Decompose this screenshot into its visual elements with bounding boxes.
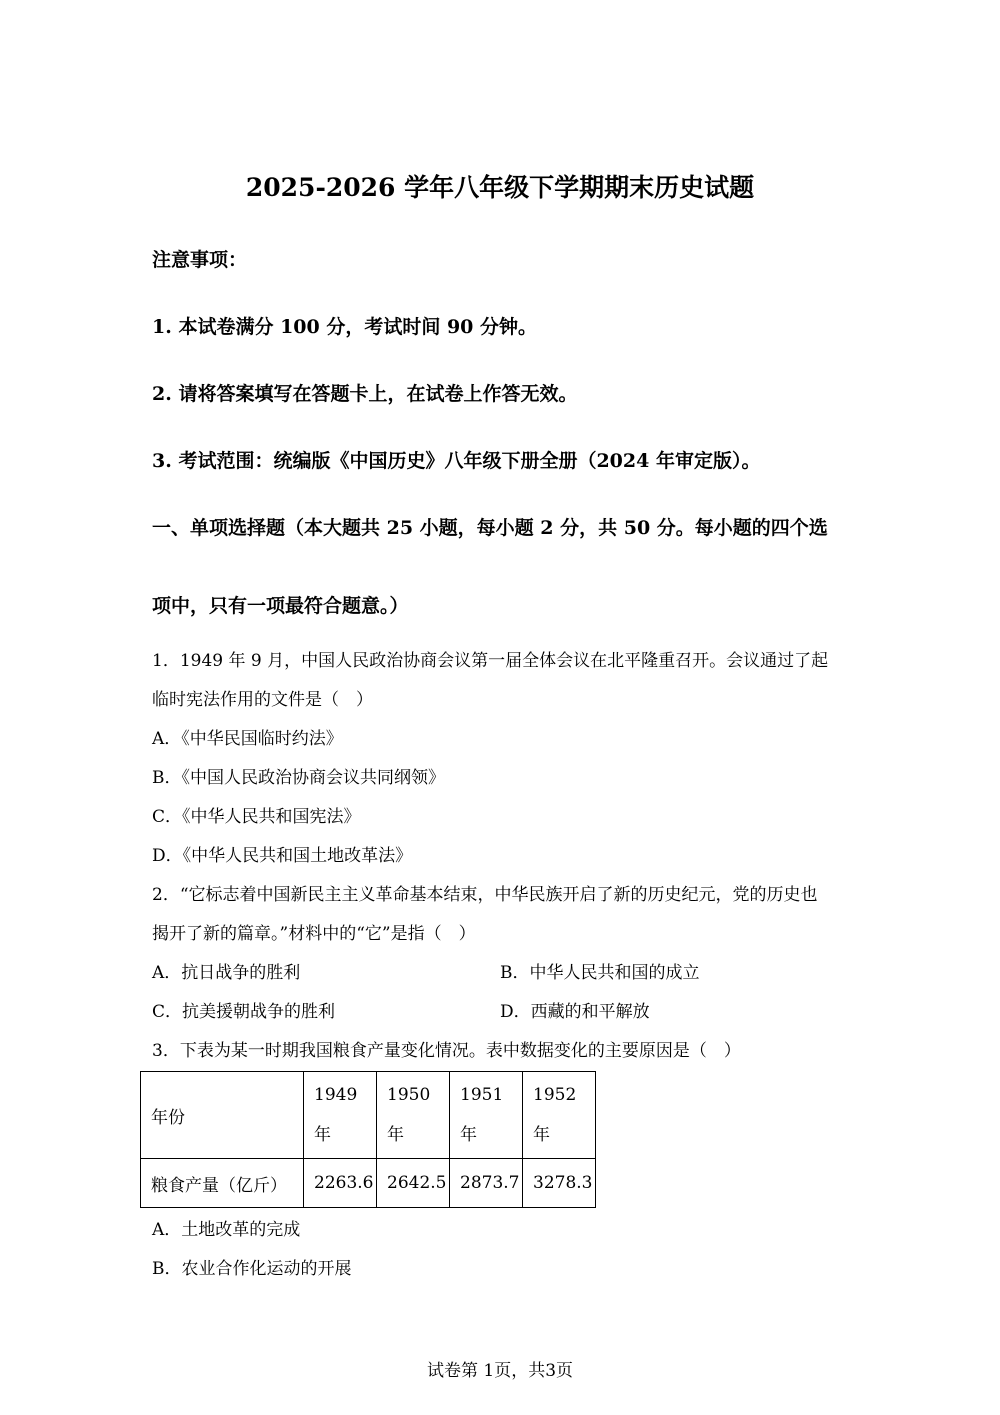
section-heading-line1: 一、单项选择题（本大题共 25 小题，每小题 2 分，共 50 分。每小题的四个选 xyxy=(152,517,828,539)
question-2-option-d: D．西藏的和平解放 xyxy=(500,1002,650,1022)
question-2-stem-line2: 揭开了新的篇章。”材料中的“它”是指（ ） xyxy=(152,924,476,944)
note-item: 1. 本试卷满分 100 分，考试时间 90 分钟。 xyxy=(152,316,538,338)
question-2-option-c: C．抗美援朝战争的胜利 xyxy=(152,1002,336,1022)
section-heading-line2: 项中，只有一项最符合题意。） xyxy=(152,595,409,617)
question-1-option-c: C．《中华人民共和国宪法》 xyxy=(152,807,361,827)
question-3-option-b: B．农业合作化运动的开展 xyxy=(152,1259,352,1279)
question-2-option-b: B．中华人民共和国的成立 xyxy=(500,963,700,983)
table-value-cell: 3278.3 xyxy=(523,1159,596,1208)
grain-output-table xyxy=(140,1071,596,1208)
question-1-stem-line1: 1．1949 年 9 月，中国人民政治协商会议第一届全体会议在北平隆重召开。会议通过了起 xyxy=(152,651,829,671)
question-2-stem-line1: 2．“它标志着中国新民主主义革命基本结束，中华民族开启了新的历史纪元，党的历史也 xyxy=(152,885,818,905)
page-footer: 试卷第 1页，共3页 xyxy=(426,1361,574,1381)
table-value-cell: 2873.7 xyxy=(450,1159,523,1208)
question-2-option-a: A．抗日战争的胜利 xyxy=(152,963,301,983)
table-year-cell: 1952 年 xyxy=(523,1072,596,1159)
note-item: 3. 考试范围：统编版《中国历史》八年级下册全册（2024 年审定版）。 xyxy=(152,450,761,472)
note-item: 2. 请将答案填写在答题卡上，在试卷上作答无效。 xyxy=(152,383,578,405)
question-1-stem-line2: 临时宪法作用的文件是（ ） xyxy=(152,690,373,710)
table-value-cell: 2642.5 xyxy=(377,1159,450,1208)
exam-title: 2025-2026 学年八年级下学期期末历史试题 xyxy=(245,173,755,202)
notes-heading: 注意事项： xyxy=(152,249,248,271)
table-row xyxy=(141,1159,596,1208)
table-year-cell: 1951 年 xyxy=(450,1072,523,1159)
question-1-option-b: B．《中国人民政治协商会议共同纲领》 xyxy=(152,768,445,788)
question-1-option-d: D．《中华人民共和国土地改革法》 xyxy=(152,846,413,866)
table-header-label: 年份 xyxy=(141,1072,304,1159)
table-year-cell: 1950 年 xyxy=(377,1072,450,1159)
table-row xyxy=(141,1072,596,1159)
question-3-option-a: A．土地改革的完成 xyxy=(152,1220,301,1240)
question-1-option-a: A．《中华民国临时约法》 xyxy=(152,729,343,749)
question-3-stem: 3．下表为某一时期我国粮食产量变化情况。表中数据变化的主要原因是（ ） xyxy=(152,1041,741,1061)
table-year-cell: 1949 年 xyxy=(304,1072,377,1159)
table-value-cell: 2263.6 xyxy=(304,1159,377,1208)
table-row-label: 粮食产量（亿斤） xyxy=(141,1159,304,1208)
